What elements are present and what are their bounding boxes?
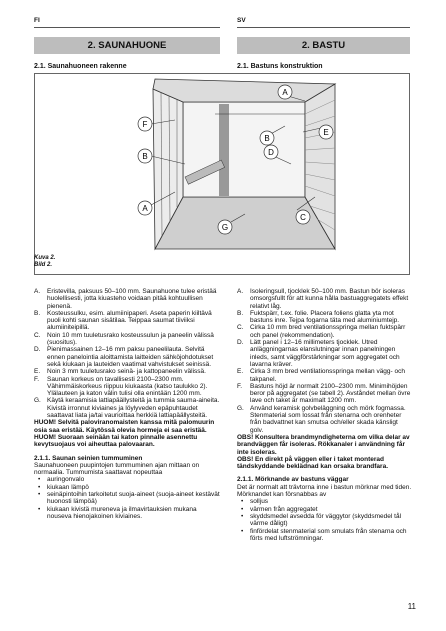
language-tag-sv: SV <box>237 17 246 24</box>
list-item: B. Fuktspärr, t.ex. folie. Placera foliens glatta yta mot bastuns inre. Tejpa fogarna täta med aluminiumtejp. <box>237 309 400 325</box>
language-tag-fi: FI <box>34 17 40 24</box>
list-item: D. Pienimassainen 12–16 mm paksu paneelilauta. Selvitä ennen panelointia aloittamista laitteiden sähköjohdotukset sekä kiukaan ja lauteiden vaatimat vahvistukset seinissä. <box>34 346 214 368</box>
subsection-title-sv: 2.1. Bastuns konstruktion <box>237 63 323 70</box>
svg-text:C: C <box>300 213 306 222</box>
column-fi <box>34 288 220 520</box>
subsection2-title-sv: 2.1.1. Mörknande av bastuns väggar <box>237 476 349 484</box>
list-item: G. Använd keramisk golvbeläggning och mörk fogmassa. Stenmaterial som lossat från stenarna och orenheter från badvattnet kan smutsa och/eller skada känsligt golv. <box>237 404 406 434</box>
section-title-sv: 2. BASTU <box>237 37 410 54</box>
svg-text:B: B <box>264 134 270 143</box>
bullet-item: • kiukaan lämpö <box>38 483 89 491</box>
bullet-item: • auringonvalo <box>38 476 85 484</box>
list-item: A. Isoleringsull, tjocklek 50–100 mm. Bastun bör isoleras omsorgsfullt för att kunna hålla bastuaggregatets effekt relativt låg. <box>237 288 409 310</box>
list-item: A. Eristevilla, paksuus 50–100 mm. Saunahuone tulee eristää huolellisesti, jotta kiuasteho voidaan pitää kohtuullisen pienenä. <box>34 288 217 310</box>
svg-text:A: A <box>142 204 148 213</box>
list-item: G. Käytä keraamisia lattiapäällysteitä ja tummia sauma-aineita. Kivistä irronnut kiviaines ja löylyveden epäpuhtaudet saattavat liata ja/tai vaurioittaa herkkiä lattiapäällysteitä. <box>34 397 220 420</box>
bullet-item: • värmen från aggregatet <box>241 505 318 513</box>
bullet-item: • skyddsmedel avsedda för väggytor (skyddsmedel tål värme dåligt) <box>241 512 402 528</box>
list-item: C. Noin 10 mm tuuletusrako kosteussulun ja paneelin välissä (suositus). <box>34 331 214 347</box>
svg-text:A: A <box>282 88 288 97</box>
warning-note: OBS! En direkt på väggen eller i taket monterad tändskyddande beklädnad kan orsaka brandfara. <box>237 455 388 471</box>
figure-caption <box>34 255 55 269</box>
section-title-fi: 2. SAUNAHUONE <box>34 37 220 54</box>
warning-note: HUOM! Selvitä paloviranomaisten kanssa mitä palomuurin osia saa eristää. Käytössä olevia hormeja ei saa eristää. <box>34 419 215 434</box>
column-sv <box>237 288 412 542</box>
caption-fi: Kuva 2. <box>34 255 56 261</box>
bullet-item: • kiukaan kivistä mureneva ja ilmavirtauksien mukana nouseva hienojakoinen kiviaines. <box>38 505 197 520</box>
caption-sv: Bild 2. <box>34 262 53 268</box>
list-item: C. Cirka 10 mm bred ventilationsspringa mellan fuktspärr och panel (rekommendation). <box>237 324 406 339</box>
list-item: E. Cirka 3 mm bred ventilationsspringa mellan vägg- och takpanel. <box>237 368 405 383</box>
page-number: 11 <box>407 602 416 611</box>
subsection2-text-fi: Saunahuoneen puupintojen tummuminen ajan mittaan on normaalia. Tummumista saattavat nopeuttaa <box>34 461 200 477</box>
sauna-structure-figure <box>34 73 410 275</box>
floor-surface <box>155 197 335 249</box>
bullet-item: • seinäpintoihin tarkoitetut suoja-aineet (suoja-aineet kestävät huonosti lämpöä) <box>38 491 220 506</box>
list-item: E. Noin 3 mm tuuletusrako seinä- ja kattopaneelin välissä. <box>34 368 206 376</box>
warning-note: OBS! Konsultera brandmyndigheterna om vilka delar av brandväggen får isoleras. Rökkanaler i användning får inte isoleras. <box>237 433 410 456</box>
sauna-diagram <box>35 74 409 274</box>
svg-text:G: G <box>221 223 229 232</box>
header-rule-sv <box>237 27 410 28</box>
subsection2-text-sv: Det är normalt att trävtorna inne i bastun mörknar med tiden. Mörknandet kan försnabbas av <box>237 483 412 499</box>
back-wall <box>183 102 305 197</box>
bullet-item: • solljus <box>241 498 269 506</box>
bullet-item: • finfördelat stenmaterial som smulats från stenarna och förts med luftströmningar. <box>241 527 407 542</box>
svg-text:E: E <box>323 128 329 137</box>
list-item: F. Saunan korkeus on tavallisesti 2100–2300 mm. Vähimmäiskorkeus riippuu kiukaasta (katso taulukko 2). Ylälauteen ja katon välin tulisi olla enintään 1200 mm. <box>34 375 208 398</box>
subsection2-title-fi: 2.1.1. Saunan seinien tummuminen <box>34 454 143 462</box>
warning-note: HUOM! Suoraan seinään tai katon pinnalle asennettu kevytsuojaus voi aiheuttaa palovaaran. <box>34 433 198 449</box>
subsection-title-fi: 2.1. Saunahuoneen rakenne <box>34 63 127 70</box>
svg-text:D: D <box>268 148 274 157</box>
list-item: F. Bastuns höjd är normalt 2100–2300 mm. Minimihöjden beror på aggregatet (se tabell 2). Avståndet mellan övre lave och taket är maximalt 1200 mm. <box>237 382 411 405</box>
ceiling <box>153 79 335 102</box>
svg-text:B: B <box>142 152 148 161</box>
svg-text:F: F <box>142 120 148 129</box>
list-item: B. Kosteussulku, esim. alumiinipaperi. Aseta paperin kiiltävä puoli kohti saunan sisätilaa. Teippaa saumat tiiviiksi alumiiniteipillä. <box>34 309 212 332</box>
list-item: D. Lätt panel i 12–16 millimeters tjocklek. Utred anläggningarnas elanslutningar innan panelningen inleds, samt väggförstärkningar som aggregatet och lavarna kräver. <box>237 339 400 368</box>
insulation-strip <box>219 104 229 196</box>
header-rule-fi <box>34 27 220 28</box>
